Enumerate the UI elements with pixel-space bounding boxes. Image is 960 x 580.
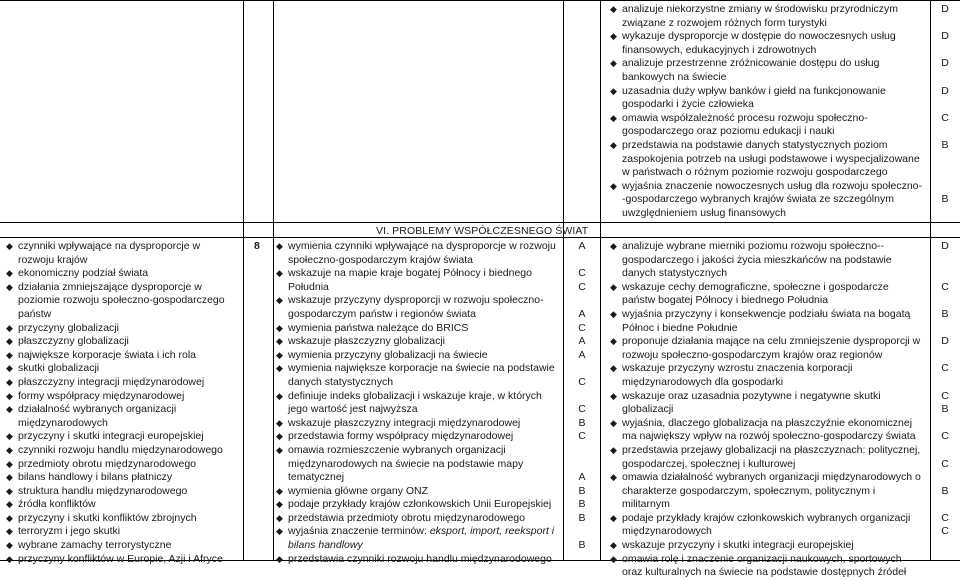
list-item: ◆ działalność wybranych organizacji międzynarodowych [6, 403, 238, 430]
list-item: ◆ omawia działalność wybranych organizacji międzynarodowych o charakterze gospodarczym, społecznym, politycznym i militarnym [610, 471, 922, 512]
list-item: ◆ podaje przykłady krajów członkowskich wybranych organizacji międzynarodowych [610, 512, 922, 539]
list-item: ◆ wymienia państwa należące do BRICS [276, 322, 560, 336]
list-item: ◆ przedstawia formy współpracy międzynarodowej [276, 430, 560, 444]
level-label: B [941, 138, 949, 151]
list-item: ◆ wybrane zamachy terrorystyczne [6, 539, 238, 553]
level-label: A [578, 240, 586, 252]
list-item: ◆ analizuje wybrane mierniki poziomu rozwoju społeczno--gospodarczego i jakości życia mieszkańców na podstawie danych statystycznych [610, 240, 922, 281]
level-label: C [941, 511, 949, 524]
extended-top-list [610, 3, 922, 221]
level-label: B [941, 403, 949, 416]
list-item: ◆ czynniki wpływające na dysproporcje w rozwoju krajów [6, 240, 238, 267]
hours-count: 8 [254, 240, 260, 252]
list-item: ◆ wskazuje przyczyny dysproporcji w rozwoju społeczno-gospodarczym państw i regionów świata [276, 294, 560, 321]
grid-line [243, 0, 244, 561]
level-label: C [941, 457, 949, 470]
level-label: C [941, 111, 949, 124]
extended-top-levels [936, 3, 954, 207]
extended-requirements-list [610, 240, 922, 580]
list-item: ◆ uzasadnia duży wpływ banków i giełd na funkcjonowanie gospodarki i życie człowieka [610, 85, 922, 112]
level-label: D [941, 30, 949, 43]
list-item: ◆ definiuje indeks globalizacji i wskazuje kraje, w których jego wartość jest najwyższa [276, 390, 560, 417]
level-label: B [578, 416, 586, 429]
level-label: C [941, 430, 949, 443]
list-item: ◆ wyjaśnia przyczyny i konsekwencje podziału świata na bogatą Północ i biedne Południe [610, 308, 922, 335]
grid-line [600, 0, 601, 561]
grid-line [273, 0, 274, 561]
list-item: ◆ omawia rolę i znaczenie organizacji naukowych, sportowych oraz kulturalnych na świecie na podstawie dostępnych źródeł [610, 553, 922, 580]
list-item: ◆ wskazuje na mapie kraje bogatej Północy i biednego Południa [276, 267, 560, 294]
list-item: ◆ wymienia największe korporacje na świecie na podstawie danych statystycznych [276, 362, 560, 389]
list-item: ◆ przedstawia na podstawie danych statystycznych poziom zaspokojenia potrzeb na usługi podstawowe i wyspecjalizowane w państwach o różnym poziomie rozwoju gospodarczego [610, 139, 922, 180]
level-label: C [941, 362, 949, 375]
list-item: ◆ płaszczyzny globalizacji [6, 335, 238, 349]
grid-line [0, 222, 960, 223]
level-label: D [941, 84, 949, 97]
level-label: A [578, 307, 586, 320]
level-label: C [578, 267, 586, 280]
grid-line [0, 237, 960, 238]
extended-levels [936, 240, 954, 539]
list-item: ◆ podaje przykłady krajów członkowskich Unii Europejskiej [276, 498, 560, 512]
list-item: ◆ przedstawia przejawy globalizacji na płaszczyznach: politycznej, gospodarczej, społecznej i kulturowej [610, 444, 922, 471]
list-item: ◆ omawia rozmieszczenie wybranych organizacji międzynarodowych na świecie na podstawie mapy tematycznej [276, 444, 560, 485]
grid-line [563, 0, 564, 561]
list-item: ◆ wymienia przyczyny globalizacji na świecie [276, 349, 560, 363]
level-label: A [578, 471, 586, 484]
list-item: ◆ przyczyny konfliktów w Europie, Azji i Afryce [6, 553, 238, 567]
basic-levels [573, 240, 591, 553]
list-item: ◆ działania zmniejszające dysproporcje w poziomie rozwoju społeczno-gospodarczego państw [6, 281, 238, 322]
list-item: ◆ czynniki rozwoju handlu międzynarodowego [6, 444, 238, 458]
level-label: A [578, 348, 586, 361]
level-label: C [578, 280, 586, 293]
list-item: ◆ źródła konfliktów [6, 498, 238, 512]
level-label: C [578, 321, 586, 334]
level-label: C [941, 525, 949, 538]
level-label: D [941, 240, 949, 252]
list-item: ◆ ekonomiczny podział świata [6, 267, 238, 281]
level-label: B [941, 484, 949, 497]
list-item: ◆ proponuje działania mające na celu zmniejszenie dysproporcji w rozwoju społeczno-gospodarczym krajów oraz regionów [610, 335, 922, 362]
list-item: ◆ wskazuje cechy demograficzne, społeczne i gospodarcze państw bogatej Północy i biednego Południa [610, 281, 922, 308]
term-list: eksport, import, reeksport i bilans handlowy [288, 525, 555, 552]
list-item: ◆ przedstawia czynniki rozwoju handlu międzynarodowego [276, 553, 560, 567]
list-item: ◆ wykazuje dysproporcje w dostępie do nowoczesnych usług finansowych, edukacyjnych i zdrowotnych [610, 30, 922, 57]
level-label: C [578, 430, 586, 443]
grid-line [930, 0, 931, 561]
list-item: ◆ przedmioty obrotu międzynarodowego [6, 458, 238, 472]
list-item [276, 525, 560, 552]
list-item: ◆ wskazuje płaszczyzny integracji międzynarodowej [276, 417, 560, 431]
list-item: ◆ przyczyny globalizacji [6, 322, 238, 336]
topics-list [6, 240, 238, 566]
level-label: B [941, 307, 949, 320]
list-item: ◆ analizuje niekorzystne zmiany w środowisku przyrodniczym związane z rozwojem różnych form turystyki [610, 3, 922, 30]
grid-line [0, 0, 960, 1]
list-item: ◆ przedstawia przedmioty obrotu międzynarodowego [276, 512, 560, 526]
level-label: C [941, 389, 949, 402]
list-item: ◆ płaszczyzny integracji międzynarodowej [6, 376, 238, 390]
level-label: B [578, 511, 586, 524]
level-label: C [578, 403, 586, 416]
level-label: D [941, 57, 949, 70]
list-item: ◆ bilans handlowy i bilans płatniczy [6, 471, 238, 485]
list-item: ◆ wskazuje oraz uzasadnia pozytywne i negatywne skutki globalizacji [610, 390, 922, 417]
list-item: ◆ wskazuje płaszczyzny globalizacji [276, 335, 560, 349]
level-label: A [578, 335, 586, 348]
list-item: ◆ terroryzm i jego skutki [6, 525, 238, 539]
level-label: C [578, 375, 586, 388]
list-item: ◆ wyjaśnia, dlaczego globalizacja na płaszczyźnie ekonomicznej ma największy wpływ na rozwój społeczno-gospodarczy świata [610, 417, 922, 444]
list-item: ◆ wskazuje przyczyny wzrostu znaczenia korporacji międzynarodowych dla gospodarki [610, 362, 922, 389]
list-item: ◆ wskazuje przyczyny i skutki integracji europejskiej [610, 539, 922, 553]
list-item: ◆ wymienia główne organy ONZ [276, 485, 560, 499]
list-item: ◆ skutki globalizacji [6, 362, 238, 376]
list-item: ◆ przyczyny i skutki konfliktów zbrojnych [6, 512, 238, 526]
term-intro: wyjaśnia znaczenie terminów: [288, 525, 430, 538]
level-label: D [941, 335, 949, 348]
list-item: ◆ formy współpracy międzynarodowej [6, 390, 238, 404]
level-label: B [941, 193, 949, 206]
level-label: B [578, 539, 586, 552]
list-item: ◆ wymienia czynniki wpływające na dysproporcje w rozwoju społeczno-gospodarczym krajów świata [276, 240, 560, 267]
section-title: VI. PROBLEMY WSPÓŁCZESNEGO ŚWIAT [376, 225, 589, 237]
level-label: B [578, 498, 586, 511]
level-label: B [578, 484, 586, 497]
level-label: C [941, 280, 949, 293]
list-item: ◆ analizuje przestrzenne zróżnicowanie dostępu do usług bankowych na świecie [610, 57, 922, 84]
list-item: ◆ największe korporacje świata i ich rola [6, 349, 238, 363]
list-item: ◆ wyjaśnia znaczenie nowoczesnych usług dla rozwoju społeczno--gospodarczego wybranych krajów świata ze szczególnym uwzględnieniem usług finansowych [610, 180, 922, 221]
level-label: D [941, 3, 949, 15]
basic-requirements-list [276, 240, 560, 566]
list-item: ◆ omawia współzależność procesu rozwoju społeczno-gospodarczego oraz poziomu edukacji i nauki [610, 112, 922, 139]
list-item: ◆ przyczyny i skutki integracji europejskiej [6, 430, 238, 444]
list-item: ◆ struktura handlu międzynarodowego [6, 485, 238, 499]
